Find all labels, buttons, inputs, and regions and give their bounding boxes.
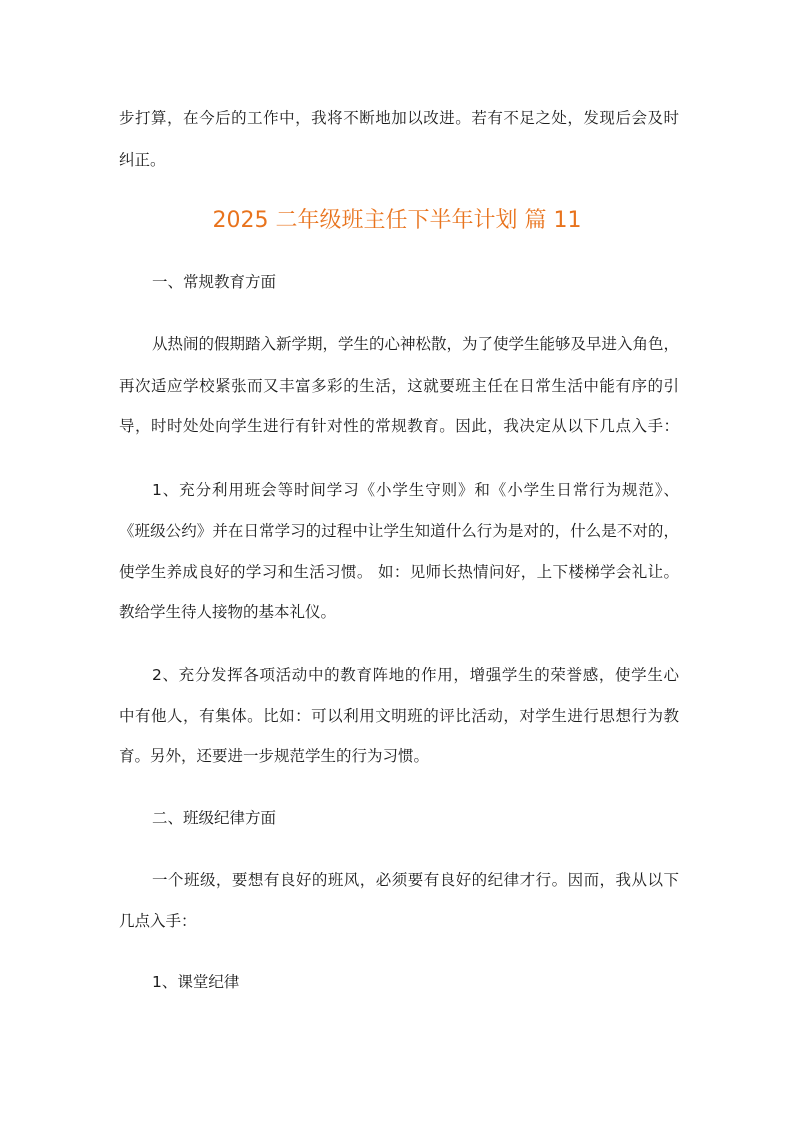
discipline-paragraph-line-2: 几点入手： bbox=[119, 912, 197, 930]
heading-routine-education: 一、常规教育方面 bbox=[152, 273, 277, 291]
routine-paragraph-line-2: 再次适应学校紧张而又丰富多彩的生活，这就要班主任在日常生活中能有序的引 bbox=[119, 377, 679, 395]
intro-line-2: 纠正。 bbox=[119, 151, 166, 169]
routine-paragraph-line-1: 从热闹的假期踏入新学期，学生的心神松散，为了使学生能够及早进入角色， bbox=[152, 335, 680, 353]
discipline-paragraph-line-1: 一个班级，要想有良好的班风，必须要有良好的纪律才行。因而，我从以下 bbox=[152, 871, 679, 889]
routine-paragraph-line-3: 导，时时处处向学生进行有针对性的常规教育。因此，我决定从以下几点入手： bbox=[119, 417, 679, 435]
heading-class-discipline: 二、班级纪律方面 bbox=[152, 809, 277, 827]
intro-line-1: 步打算，在今后的工作中，我将不断地加以改进。若有不足之处，发现后会及时 bbox=[119, 109, 679, 127]
routine-item-1-line-1: 1、充分利用班会等时间学习《小学生守则》和《小学生日常行为规范》、 bbox=[152, 481, 679, 499]
routine-item-2-line-1: 2、充分发挥各项活动中的教育阵地的作用，增强学生的荣誉感，使学生心 bbox=[152, 666, 679, 684]
routine-item-1-line-2: 《班级公约》并在日常学习的过程中让学生知道什么行为是对的，什么是不对的， bbox=[119, 522, 679, 540]
discipline-item-1: 1、课堂纪律 bbox=[152, 973, 240, 991]
section-title: 2025 二年级班主任下半年计划 篇 11 bbox=[212, 208, 582, 233]
routine-item-1-line-3: 使学生养成良好的学习和生活习惯。 如：见师长热情问好，上下楼梯学会礼让。 bbox=[119, 563, 679, 581]
routine-item-2-line-3: 育。另外，还要进一步规范学生的行为习惯。 bbox=[119, 747, 430, 765]
routine-item-2-line-2: 中有他人，有集体。比如：可以利用文明班的评比活动，对学生进行思想行为教 bbox=[119, 707, 679, 725]
routine-item-1-line-4: 教给学生待人接物的基本礼仪。 bbox=[119, 603, 337, 621]
